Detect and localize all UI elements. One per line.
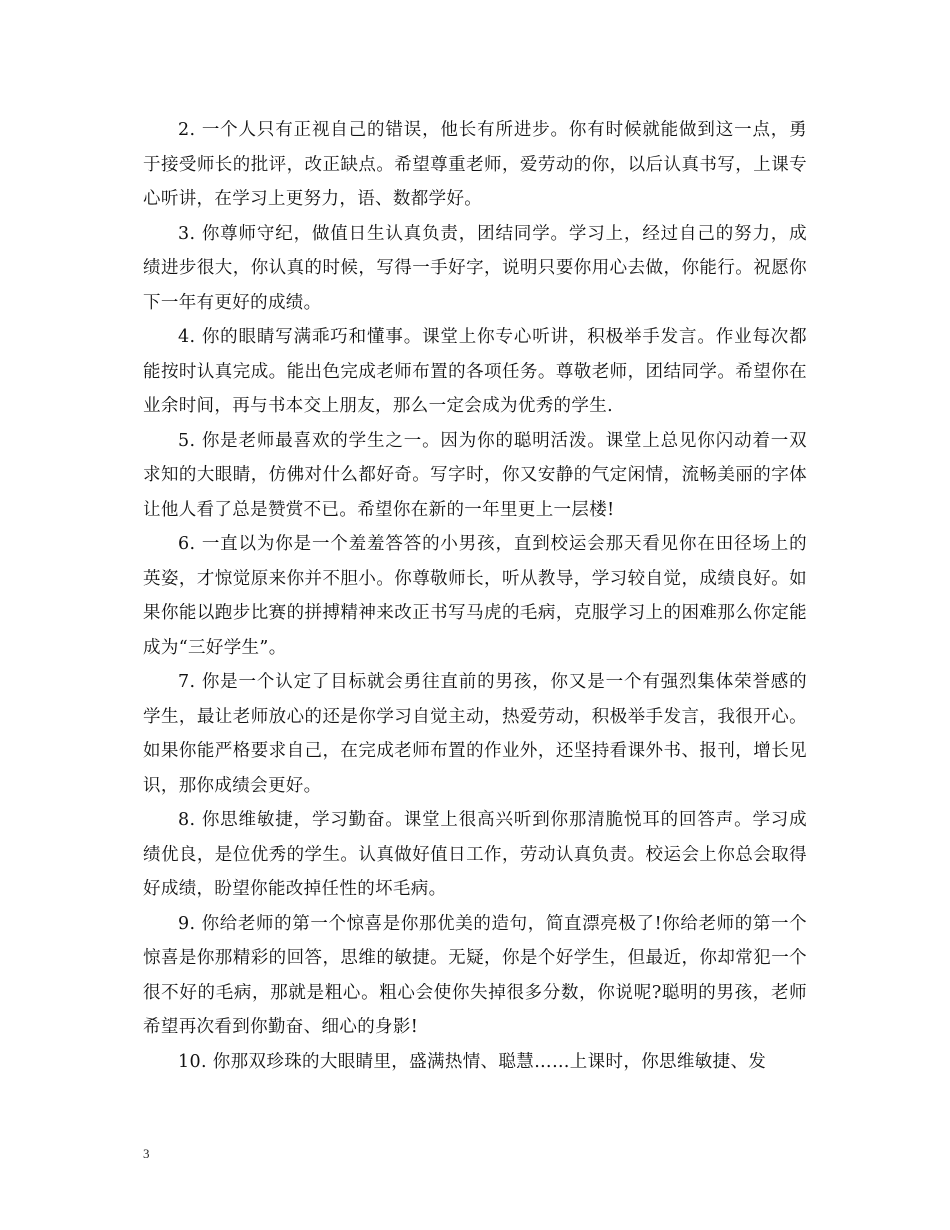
comment-paragraph-10: 10. 你那双珍珠的大眼睛里，盛满热情、聪慧……上课时，你思维敏捷、发	[178, 1051, 767, 1072]
comment-paragraph-5: 5. 你是老师最喜欢的学生之一。因为你的聪明活泼。课堂上总见你闪动着一双求知的大眼睛，仿佛对什么都好奇。写字时，你又安静的气定闲情，流畅美丽的字体让他人看了总是赞赏不已。希望你在新的一年里更上一层楼!	[143, 430, 807, 520]
comment-paragraph-4: 4. 你的眼睛写满乖巧和懂事。课堂上你专心听讲，积极举手发言。作业每次都能按时认真完成。能出色完成老师布置的各项任务。尊敬老师，团结同学。希望你在业余时间，再与书本交上朋友，那么一定会成为优秀的学生.	[143, 327, 807, 416]
comment-paragraph-3: 3. 你尊师守纪，做值日生认真负责，团结同学。学习上，经过自己的努力，成绩进步很大，你认真的时候，写得一手好字，说明只要你用心去做，你能行。祝愿你下一年有更好的成绩。	[143, 223, 807, 313]
document-body	[143, 113, 807, 1079]
comment-paragraph-9: 9. 你给老师的第一个惊喜是你那优美的造句，简直漂亮极了!你给老师的第一个惊喜是你那精彩的回答，思维的敏捷。无疑，你是个好学生，但最近，你却常犯一个很不好的毛病，那就是粗心。粗心会使你失掉很多分数，你说呢?聪明的男孩，老师希望再次看到你勤奋、细心的身影!	[143, 913, 807, 1037]
comment-paragraph-6: 6. 一直以为你是一个羞羞答答的小男孩，直到校运会那天看见你在田径场上的英姿，才惊觉原来你并不胆小。你尊敬师长，听从教导，学习较自觉，成绩良好。如果你能以跑步比赛的拼搏精神来改正书写马虎的毛病，克服学习上的困难那么你定能成为“三好学生”。	[143, 534, 807, 658]
comment-paragraph-8: 8. 你思维敏捷，学习勤奋。课堂上很高兴听到你那清脆悦耳的回答声。学习成绩优良，是位优秀的学生。认真做好值日工作，劳动认真负责。校运会上你总会取得好成绩，盼望你能改掉任性的坏毛病。	[143, 810, 807, 899]
comment-paragraph-2: 2. 一个人只有正视自己的错误，他长有所进步。你有时候就能做到这一点，勇于接受师长的批评，改正缺点。希望尊重老师，爱劳动的你，以后认真书写，上课专心听讲，在学习上更努力，语、数都学好。	[143, 120, 807, 209]
page-number: 3	[143, 1146, 150, 1161]
comment-paragraph-7: 7. 你是一个认定了目标就会勇往直前的男孩，你又是一个有强烈集体荣誉感的学生，最让老师放心的还是你学习自觉主动，热爱劳动，积极举手发言，我很开心。如果你能严格要求自己，在完成老师布置的作业外，还坚持看课外书、报刊，增长见识，那你成绩会更好。	[143, 672, 807, 796]
